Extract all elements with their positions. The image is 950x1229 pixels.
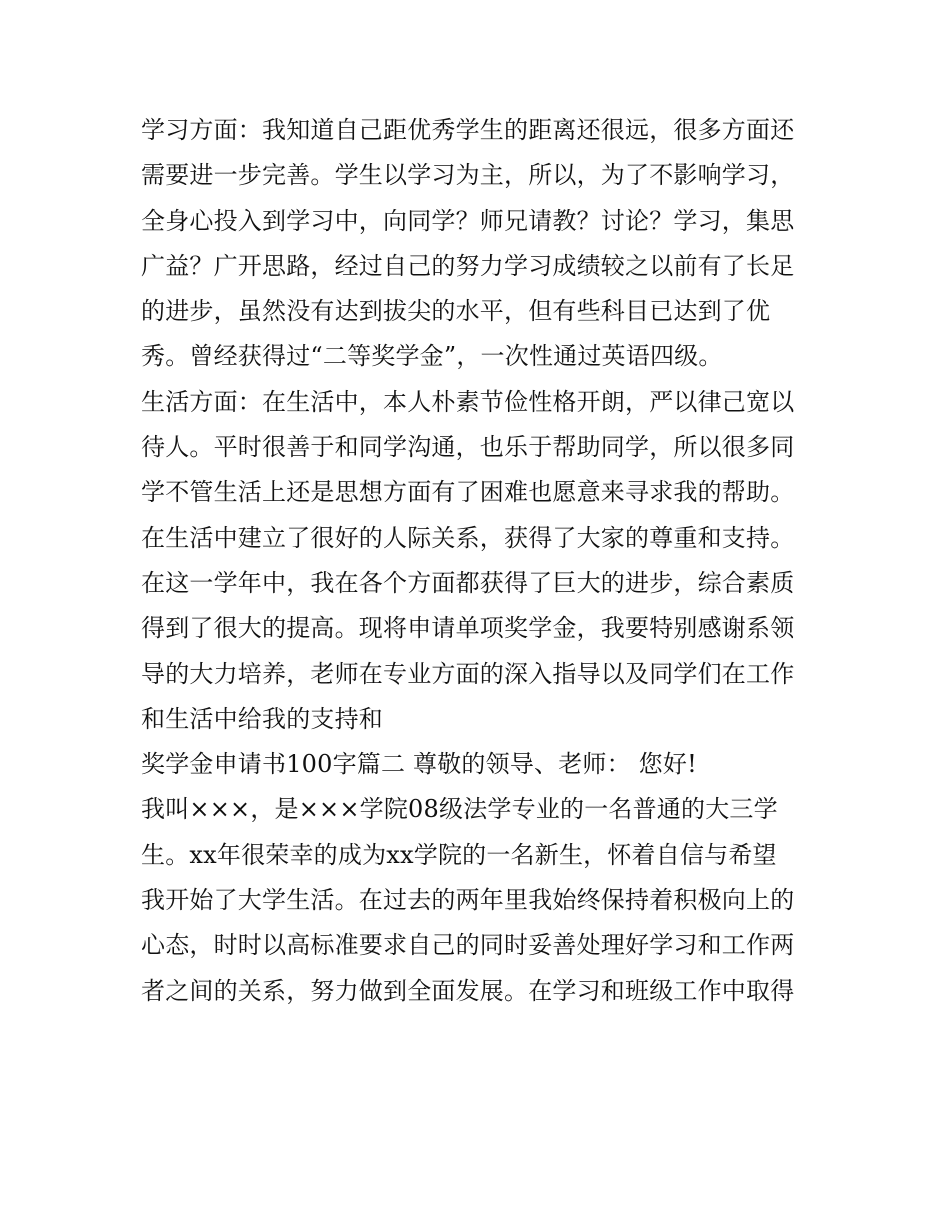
document-body: [141, 108, 821, 1014]
text-line: 生。xx年很荣幸的成为xx学院的一名新生，怀着自信与希望: [141, 840, 777, 869]
text-line: 得到了很大的提高。现将申请单项奖学金，我要特别感谢系领: [141, 614, 795, 643]
text-line: 在这一学年中，我在各个方面都获得了巨大的进步，综合素质: [141, 568, 795, 597]
text-line: 需要进一步完善。学生以学习为主，所以，为了不影响学习，: [141, 161, 795, 190]
text-line: 心态，时时以高标准要求自己的同时妥善处理好学习和工作两: [141, 931, 795, 960]
text-line: 待人。平时很善于和同学沟通，也乐于帮助同学，所以很多同: [141, 433, 795, 462]
text-line: 学不管生活上还是思想方面有了困难也愿意来寻求我的帮助。: [141, 478, 795, 507]
text-line: 者之间的关系，努力做到全面发展。在学习和班级工作中取得: [141, 976, 795, 1005]
section-heading-line: 奖学金申请书100字篇二 尊敬的领导、老师： 您好!: [141, 750, 697, 779]
text-line: 我开始了大学生活。在过去的两年里我始终保持着积极向上的: [141, 886, 795, 915]
text-line: 全身心投入到学习中，向同学？师兄请教？讨论？学习，集思: [141, 206, 795, 235]
text-line: 学习方面：我知道自己距优秀学生的距离还很远，很多方面还: [141, 116, 795, 144]
text-line: 广益？广开思路，经过自己的努力学习成绩较之以前有了长足: [141, 251, 795, 280]
text-line: 的进步，虽然没有达到拔尖的水平，但有些科目已达到了优: [141, 297, 771, 326]
text-line: 我叫×××，是×××学院08级法学专业的一名普通的大三学: [141, 795, 778, 824]
text-line: 生活方面：在生活中，本人朴素节俭性格开朗，严以律己宽以: [141, 387, 795, 416]
text-line: 和生活中给我的支持和: [141, 704, 383, 733]
text-line: 在生活中建立了很好的人际关系，获得了大家的尊重和支持。: [141, 523, 795, 552]
text-line: 秀。曾经获得过“二等奖学金”，一次性通过英语四级。: [141, 342, 723, 371]
text-line: 导的大力培养，老师在专业方面的深入指导以及同学们在工作: [141, 659, 795, 688]
